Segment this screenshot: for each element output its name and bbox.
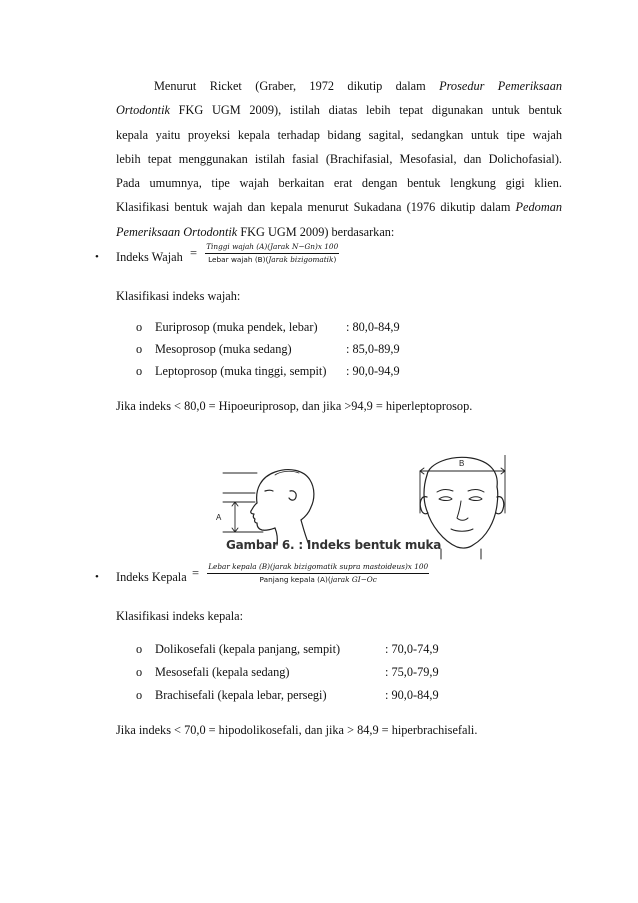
bullet-icon: •	[95, 251, 99, 263]
face-index-note: Jika indeks < 80,0 = Hipoeuriprosop, dan jika >94,9 = hiperleptoprosop.	[116, 399, 473, 413]
classification-range: : 90,0-94,9	[346, 364, 400, 378]
face-index-denominator	[205, 253, 339, 265]
figure-caption: Gambar 6. : Indeks bentuk muka	[226, 538, 442, 552]
paragraph-line: kepala yaitu proyeksi kepala terhadap bidang sagital, sedangkan untuk tipe wajah	[116, 127, 562, 142]
denominator-italic-text: jarak GI−Oc	[330, 575, 377, 584]
figure-label-a: A	[216, 513, 222, 522]
classification-range: : 85,0-89,9	[346, 342, 400, 356]
paragraph-line	[116, 74, 562, 98]
classification-range: : 90,0-84,9	[385, 688, 439, 702]
paragraph-italic-text: Prosedur Pemeriksaan	[439, 79, 562, 93]
head-classification-title: Klasifikasi indeks kepala:	[116, 609, 244, 623]
paragraph-italic-text: Ortodontik	[116, 103, 170, 118]
head-index-denominator	[207, 573, 429, 585]
equals-sign: =	[192, 566, 200, 580]
equals-sign: =	[190, 246, 198, 260]
denominator-text: Lebar wajah (B)(	[208, 255, 269, 264]
paragraph-line	[116, 98, 562, 122]
head-index-label: Indeks Kepala	[116, 570, 187, 584]
list-marker: o	[136, 642, 143, 656]
head-index-numerator: Lebar kepala (B)(jarak bizigomatik supra mastoideus)x 100	[208, 562, 429, 571]
list-marker: o	[136, 342, 143, 356]
list-marker: o	[136, 364, 143, 378]
paragraph-line: Pada umumnya, tipe wajah berkaitan erat dengan bentuk lengkung gigi klien.	[116, 176, 562, 191]
face-classification-title: Klasifikasi indeks wajah:	[116, 289, 241, 303]
paragraph-line: lebih tepat menggunakan istilah fasial (Brachifasial, Mesofasial, dan Dolichofasial).	[116, 151, 562, 166]
face-index-formula	[190, 242, 339, 265]
list-marker: o	[136, 688, 143, 702]
paragraph-text: FKG UGM 2009) berdasarkan:	[237, 224, 395, 239]
paragraph-italic-text: Pedoman	[515, 200, 562, 215]
intro-paragraph	[116, 74, 562, 244]
denominator-italic-text: Jarak bizigomatik	[268, 255, 334, 264]
classification-name: Euriprosop (muka pendek, lebar)	[155, 320, 318, 334]
paragraph-line	[116, 220, 562, 244]
face-index-label: Indeks Wajah	[116, 250, 183, 264]
face-index-fraction	[205, 242, 339, 265]
paragraph-italic-text: Pemeriksaan Ortodontik	[116, 224, 238, 239]
paragraph-text: Klasifikasi bentuk wajah dan kepala menurut Sukadana (1976 dikutip dalam	[116, 200, 516, 215]
classification-name: Brachisefali (kepala lebar, persegi)	[155, 688, 327, 702]
list-marker: o	[136, 320, 143, 334]
denominator-text: Panjang kepala (A)(	[259, 575, 331, 584]
list-marker: o	[136, 665, 143, 679]
classification-name: Mesosefali (kepala sedang)	[155, 665, 290, 679]
classification-name: Dolikosefali (kepala panjang, sempit)	[155, 642, 341, 656]
classification-range: : 75,0-79,9	[385, 665, 439, 679]
classification-name: Leptoprosop (muka tinggi, sempit)	[155, 364, 327, 378]
classification-range: : 80,0-84,9	[346, 320, 400, 334]
classification-range: : 70,0-74,9	[385, 642, 439, 656]
profile-head-illustration	[251, 470, 314, 545]
head-index-fraction	[207, 562, 429, 585]
head-index-note: Jika indeks < 70,0 = hipodolikosefali, dan jika > 84,9 = hiperbrachisefali.	[116, 723, 478, 737]
paragraph-text: FKG UGM 2009), istilah diatas lebih tepat digunakan untuk bentuk	[169, 103, 562, 118]
classification-name: Mesoprosop (muka sedang)	[155, 342, 292, 356]
head-index-formula	[192, 562, 429, 585]
paragraph-line	[116, 195, 562, 219]
bullet-icon: •	[95, 571, 99, 583]
denominator-text: )	[333, 255, 337, 264]
paragraph-text: Menurut Ricket (Graber, 1972 dikutip dalam	[154, 79, 440, 93]
face-index-numerator: Tinggi wajah (A)(Jarak N−Gn)x 100	[206, 242, 339, 251]
figure-label-b: B	[459, 459, 465, 468]
